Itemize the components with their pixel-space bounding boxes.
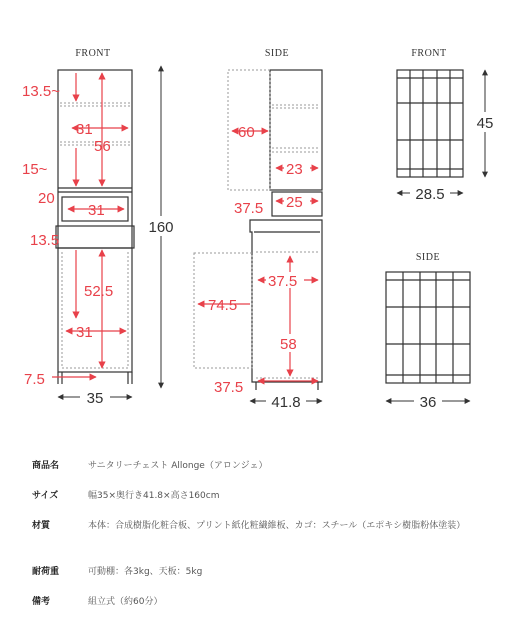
dim-front-leg: 7.5 xyxy=(24,371,45,388)
side-view-title: SIDE xyxy=(264,48,290,59)
basket-side-title: SIDE xyxy=(415,252,441,263)
dim-front-counter: 13.5 xyxy=(30,232,60,249)
dim-side-drawer-depth: 25 xyxy=(286,194,303,211)
dim-side-upper-depth: 60 xyxy=(238,124,255,141)
dim-front-upper-height: 56 xyxy=(94,138,111,155)
dim-front-shelf-top: 13.5~ xyxy=(22,83,60,100)
spec-row-material xyxy=(32,519,502,533)
dim-basket-depth: 36 xyxy=(419,394,437,411)
spec-value: 可動棚：各3kg、天板：5kg xyxy=(88,567,203,577)
dim-front-drawer-height: 20 xyxy=(38,190,55,207)
spec-row-name xyxy=(32,459,502,473)
spec-row-load xyxy=(32,565,502,579)
dim-front-width: 35 xyxy=(86,390,104,407)
dim-total-height: 160 xyxy=(148,219,174,236)
dim-front-shelf-mid: 15~ xyxy=(22,161,48,178)
dim-side-depth: 41.8 xyxy=(271,394,301,411)
spec-row-size xyxy=(32,489,502,503)
spec-label: 材質 xyxy=(32,521,51,531)
basket-side xyxy=(386,272,470,383)
dim-side-lower-depth: 37.5 xyxy=(268,273,298,290)
spec-label: 耐荷重 xyxy=(32,567,60,577)
basket-front xyxy=(397,70,463,177)
basket-front-title: FRONT xyxy=(411,48,447,59)
dim-side-door: 74.5 xyxy=(208,297,238,314)
spec-value: 組立式（約60分） xyxy=(88,597,163,607)
spec-value: 本体：合成樹脂化粧合板、プリント紙化粧繊維板、カゴ：スチール（エポキシ樹脂粉体塗装） xyxy=(88,521,466,531)
dim-basket-width: 28.5 xyxy=(415,186,445,203)
side-doors-open xyxy=(194,70,320,378)
spec-label: サイズ xyxy=(32,491,59,501)
dim-front-lower-height: 52.5 xyxy=(84,283,114,300)
dim-side-shelf-depth: 23 xyxy=(286,161,303,178)
dim-front-drawer-width: 31 xyxy=(88,202,105,219)
dim-front-shelf-width: 31 xyxy=(76,121,93,138)
spec-value: 幅35×奥行き41.8×高さ160cm xyxy=(88,491,220,501)
front-cabinet xyxy=(56,70,134,384)
spec-value: サニタリーチェスト Allonge（アロンジェ） xyxy=(88,461,268,471)
dim-side-lower-height: 58 xyxy=(280,336,297,353)
dim-front-lower-width: 31 xyxy=(76,324,93,341)
front-view-title: FRONT xyxy=(75,48,111,59)
dim-basket-height: 45 xyxy=(476,115,494,132)
dim-side-drawer-offset: 37.5 xyxy=(234,200,264,217)
spec-label: 商品名 xyxy=(32,461,60,471)
dim-side-bottom: 37.5 xyxy=(214,379,244,396)
spec-label: 備考 xyxy=(32,597,51,607)
spec-row-note xyxy=(32,595,502,609)
